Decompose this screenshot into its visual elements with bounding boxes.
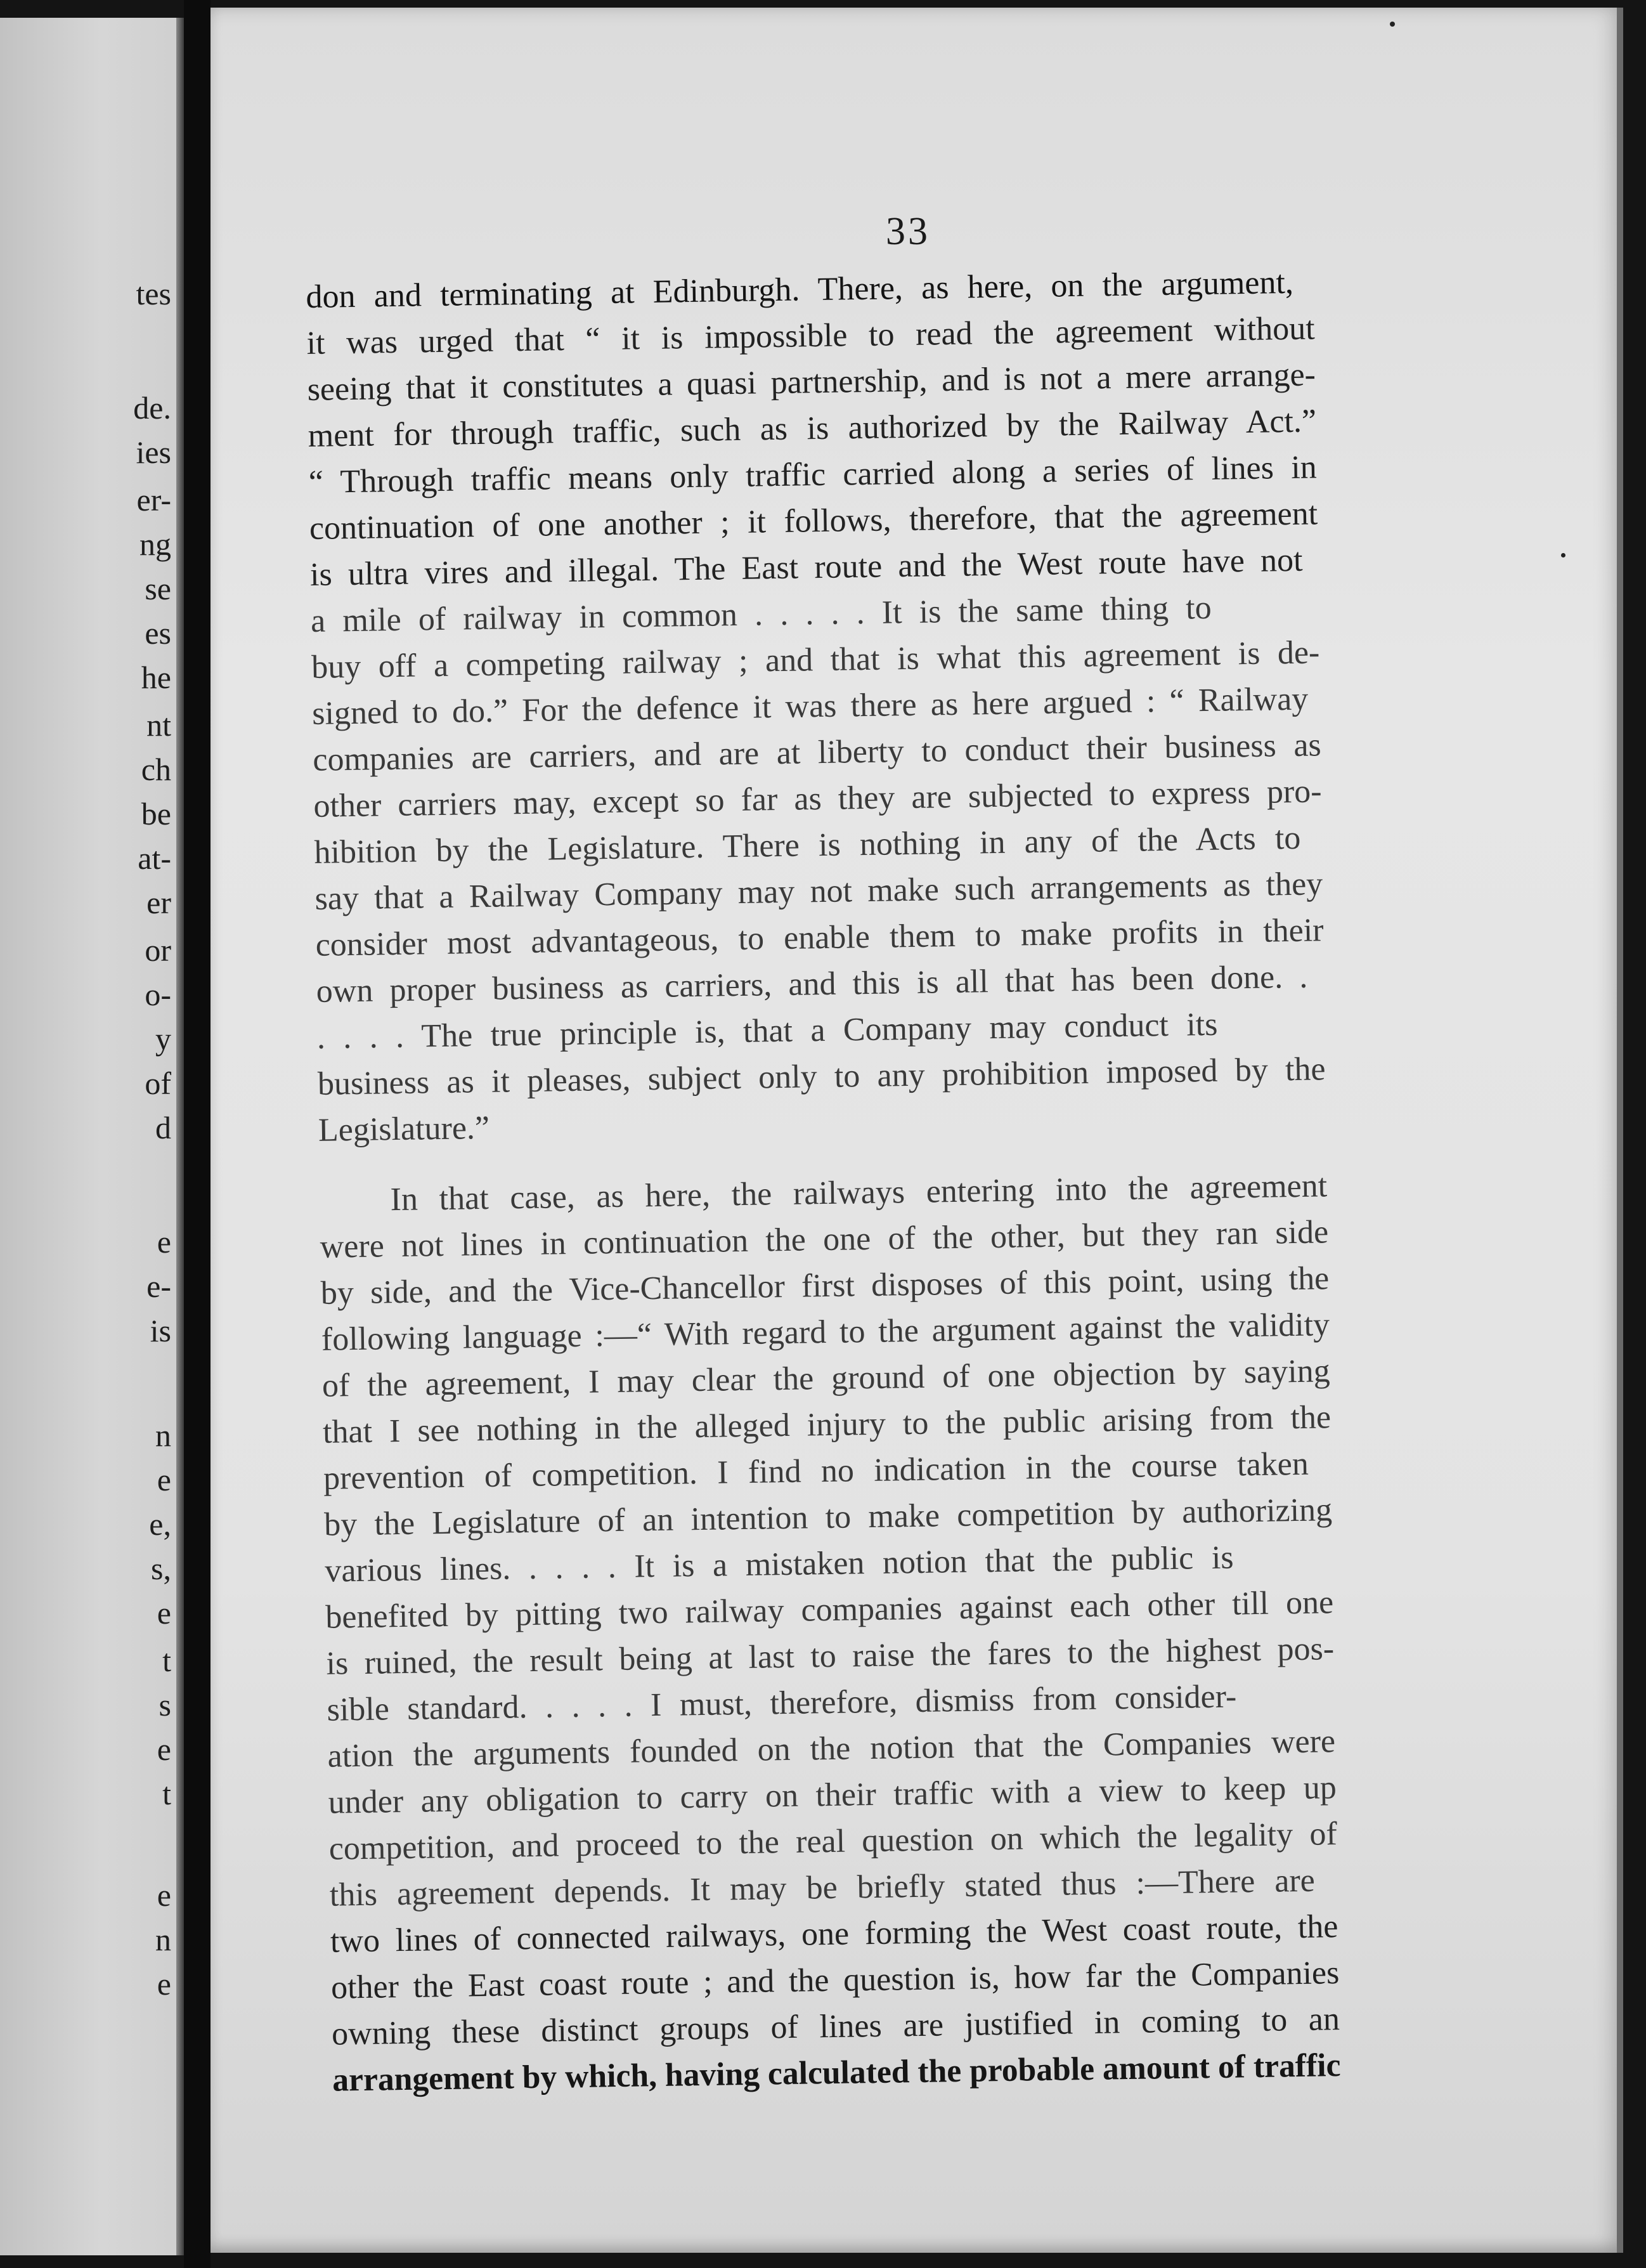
- left-page-fragment-text: e: [157, 1595, 171, 1631]
- left-page-fragment-text: e: [157, 1462, 171, 1497]
- text-line-content: following language :—“ With regard to the argument against the validity: [321, 1307, 1330, 1358]
- left-page-fragment-text: n: [155, 1418, 171, 1453]
- left-page-fragment-text: es: [145, 615, 171, 651]
- left-page-fragment-text: is: [150, 1313, 171, 1348]
- text-line-content: two lines of connected railways, one forming the West coast route, the: [330, 1908, 1338, 1960]
- text-line-content: prevention of competition. I find no indication in the course taken: [323, 1445, 1309, 1497]
- left-page-fragment-text: he: [141, 660, 171, 695]
- left-page-text: [0, 18, 171, 2255]
- left-page-fragment-text: ch: [141, 752, 171, 787]
- text-line-content: seeing that it constitutes a quasi partnership, and is not a mere arrange-: [307, 356, 1316, 408]
- text-line-content: buy off a competing railway ; and that is what this agreement is de-: [311, 634, 1320, 686]
- text-line-content: consider most advantageous, to enable them to make profits in their: [315, 912, 1324, 963]
- left-page-fragment-text: e: [157, 1224, 171, 1260]
- left-page-fragment-text: e: [157, 1966, 171, 2002]
- left-page-fragment-text: er: [146, 885, 171, 920]
- left-page-fragment-text: er-: [136, 482, 171, 518]
- text-line-content: it was urged that “ it is impossible to read the agreement without: [306, 310, 1315, 362]
- left-page-fragment-text: se: [145, 571, 171, 606]
- book-page: [211, 8, 1623, 2253]
- left-page-fragment-text: e: [157, 1731, 171, 1767]
- text-line-content: this agreement depends. It may be briefly stated thus :—There are: [329, 1862, 1316, 1913]
- left-page-fragment-text: de.: [133, 390, 171, 426]
- text-line-content: of the agreement, I may clear the ground of one objection by saying: [321, 1353, 1330, 1404]
- left-page-fragment-text: be: [141, 796, 171, 831]
- book-gutter: [184, 0, 211, 2268]
- text-line-content: by the Legislature of an intention to make competition by authorizing: [323, 1492, 1333, 1543]
- text-line-content: is ruined, the result being at last to raise the fares to the highest pos-: [326, 1631, 1335, 1682]
- text-line-content: say that a Railway Company may not make such arrangements as they: [314, 866, 1323, 917]
- text-line-content: various lines. . . . . It is a mistaken notion that the public is: [324, 1539, 1234, 1589]
- text-line-content: a mile of railway in common . . . . . It is the same thing to: [310, 589, 1212, 639]
- text-line-content: other carriers may, except so far as they are subjected to express pro-: [313, 773, 1322, 824]
- text-line-content: signed to do.” For the defence it was there as here argued : “ Railway: [311, 681, 1309, 732]
- text-line-content: that I see nothing in the alleged injury to the public arising from the: [322, 1399, 1332, 1450]
- page-number: 33: [886, 210, 930, 253]
- left-page-fragment-text: s,: [151, 1551, 171, 1586]
- left-page-fragment-text: at-: [138, 840, 171, 876]
- left-page-fragment-text: nt: [146, 707, 171, 743]
- text-line-content: ment for through traffic, such as is authorized by the Railway Act.”: [308, 403, 1317, 454]
- text-line-content: competition, and proceed to the real question on which the legality of: [328, 1816, 1338, 1867]
- text-line-content: ation the arguments founded on the notion that the Companies were: [327, 1723, 1336, 1775]
- text-line-content: In that case, as here, the railways entering into the agreement: [390, 1168, 1328, 1218]
- left-page-fragment-text: d: [155, 1110, 171, 1145]
- text-line-content: . . . . The true principle is, that a Company may conduct its: [316, 1006, 1218, 1056]
- left-page-fragment-text: e: [157, 1877, 171, 1913]
- left-page-fragment-text: o-: [145, 977, 171, 1012]
- left-page-fragment-text: y: [155, 1021, 171, 1057]
- ink-speck: [1390, 22, 1395, 27]
- ink-speck: [1561, 553, 1565, 557]
- left-page-fragment-text: s: [159, 1687, 171, 1723]
- text-line-content: “ Through traffic means only traffic carried along a series of lines in: [308, 449, 1318, 500]
- body-text: [306, 259, 1341, 2103]
- left-page-fragment-text: or: [145, 932, 171, 968]
- left-page-fragment-text: e-: [146, 1268, 171, 1304]
- page-edge: [1617, 8, 1623, 2253]
- left-page-fragment-text: tes: [136, 276, 171, 311]
- text-line-content: own proper business as carriers, and this is all that has been done. .: [316, 958, 1308, 1010]
- text-line-content: continuation of one another ; it follows, therefore, that the agreement: [309, 495, 1318, 547]
- text-line-content: benefited by pitting two railway companies against each other till one: [325, 1584, 1334, 1636]
- left-page-fragment-text: t: [162, 1776, 171, 1811]
- left-page-fragment-text: e,: [149, 1506, 171, 1542]
- left-page-fragment: [0, 18, 184, 2255]
- text-line-content: sible standard. . . . . I must, therefore, dismiss from consider-: [327, 1678, 1237, 1728]
- left-page-fragment-text: ies: [136, 434, 171, 470]
- text-line-content: don and terminating at Edinburgh. There, as here, on the argument,: [306, 264, 1294, 315]
- left-page-fragment-text: t: [162, 1643, 171, 1678]
- text-line-content: is ultra vires and illegal. The East route and the West route have not: [309, 542, 1303, 593]
- text-line-content: companies are carriers, and are at liberty to conduct their business as: [312, 727, 1322, 778]
- text-line-content: under any obligation to carry on their traffic with a view to keep up: [328, 1769, 1337, 1821]
- text-line-content: hibition by the Legislature. There is nothing in any of the Acts to: [314, 819, 1301, 871]
- text-line-content: other the East coast route ; and the question is, how far the Companies: [330, 1955, 1340, 2006]
- text-line-content: business as it pleases, subject only to any prohibition imposed by the: [317, 1051, 1326, 1102]
- text-line-content: were not lines in continuation the one of the other, but they ran side: [320, 1214, 1329, 1265]
- left-page-fragment-text: n: [155, 1922, 171, 1957]
- left-page-fragment-text: of: [145, 1066, 171, 1101]
- left-page-fragment-text: ng: [139, 526, 171, 562]
- text-line-content: owning these distinct groups of lines are justified in coming to an: [331, 2001, 1340, 2052]
- text-line-content: Legislature.”: [318, 1109, 490, 1149]
- left-page-edge: [176, 18, 184, 2255]
- text-line-content: by side, and the Vice-Chancellor first disposes of this point, using the: [320, 1260, 1330, 1312]
- text-line-content: arrangement by which, having calculated the probable amount of traffic: [332, 2047, 1341, 2099]
